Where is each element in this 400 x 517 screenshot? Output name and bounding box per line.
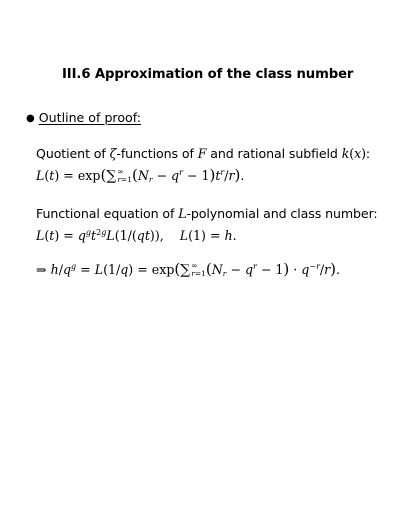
bullet-icon: ● [26, 113, 35, 124]
paragraph-zeta-quotient: Quotient of ζ-functions of F and rational subfield k(x): [36, 146, 371, 161]
formula-l-function: L(t) = exp( ∑ ∞ r=1 $(N_r - q^r - 1)t^r/r$). [36, 166, 245, 184]
outline-label: Outline of proof: [38, 110, 141, 125]
formula-functional-equation: $L(t) = q^gt^{2g}L(1/(qt))$, L(1) = h. [36, 228, 237, 243]
formula-class-number: ⇒ $h/q^g = L(1/q) = \exp$( ∑ ∞ r=1 $(N_r - q^r - 1) \cdot q^{-r}/r$). [36, 260, 341, 278]
outline-heading [26, 110, 141, 125]
paragraph-functional-equation: Functional equation of L-polynomial and class number: [36, 206, 378, 221]
slide-title: III.6 Approximation of the class number [62, 67, 354, 82]
